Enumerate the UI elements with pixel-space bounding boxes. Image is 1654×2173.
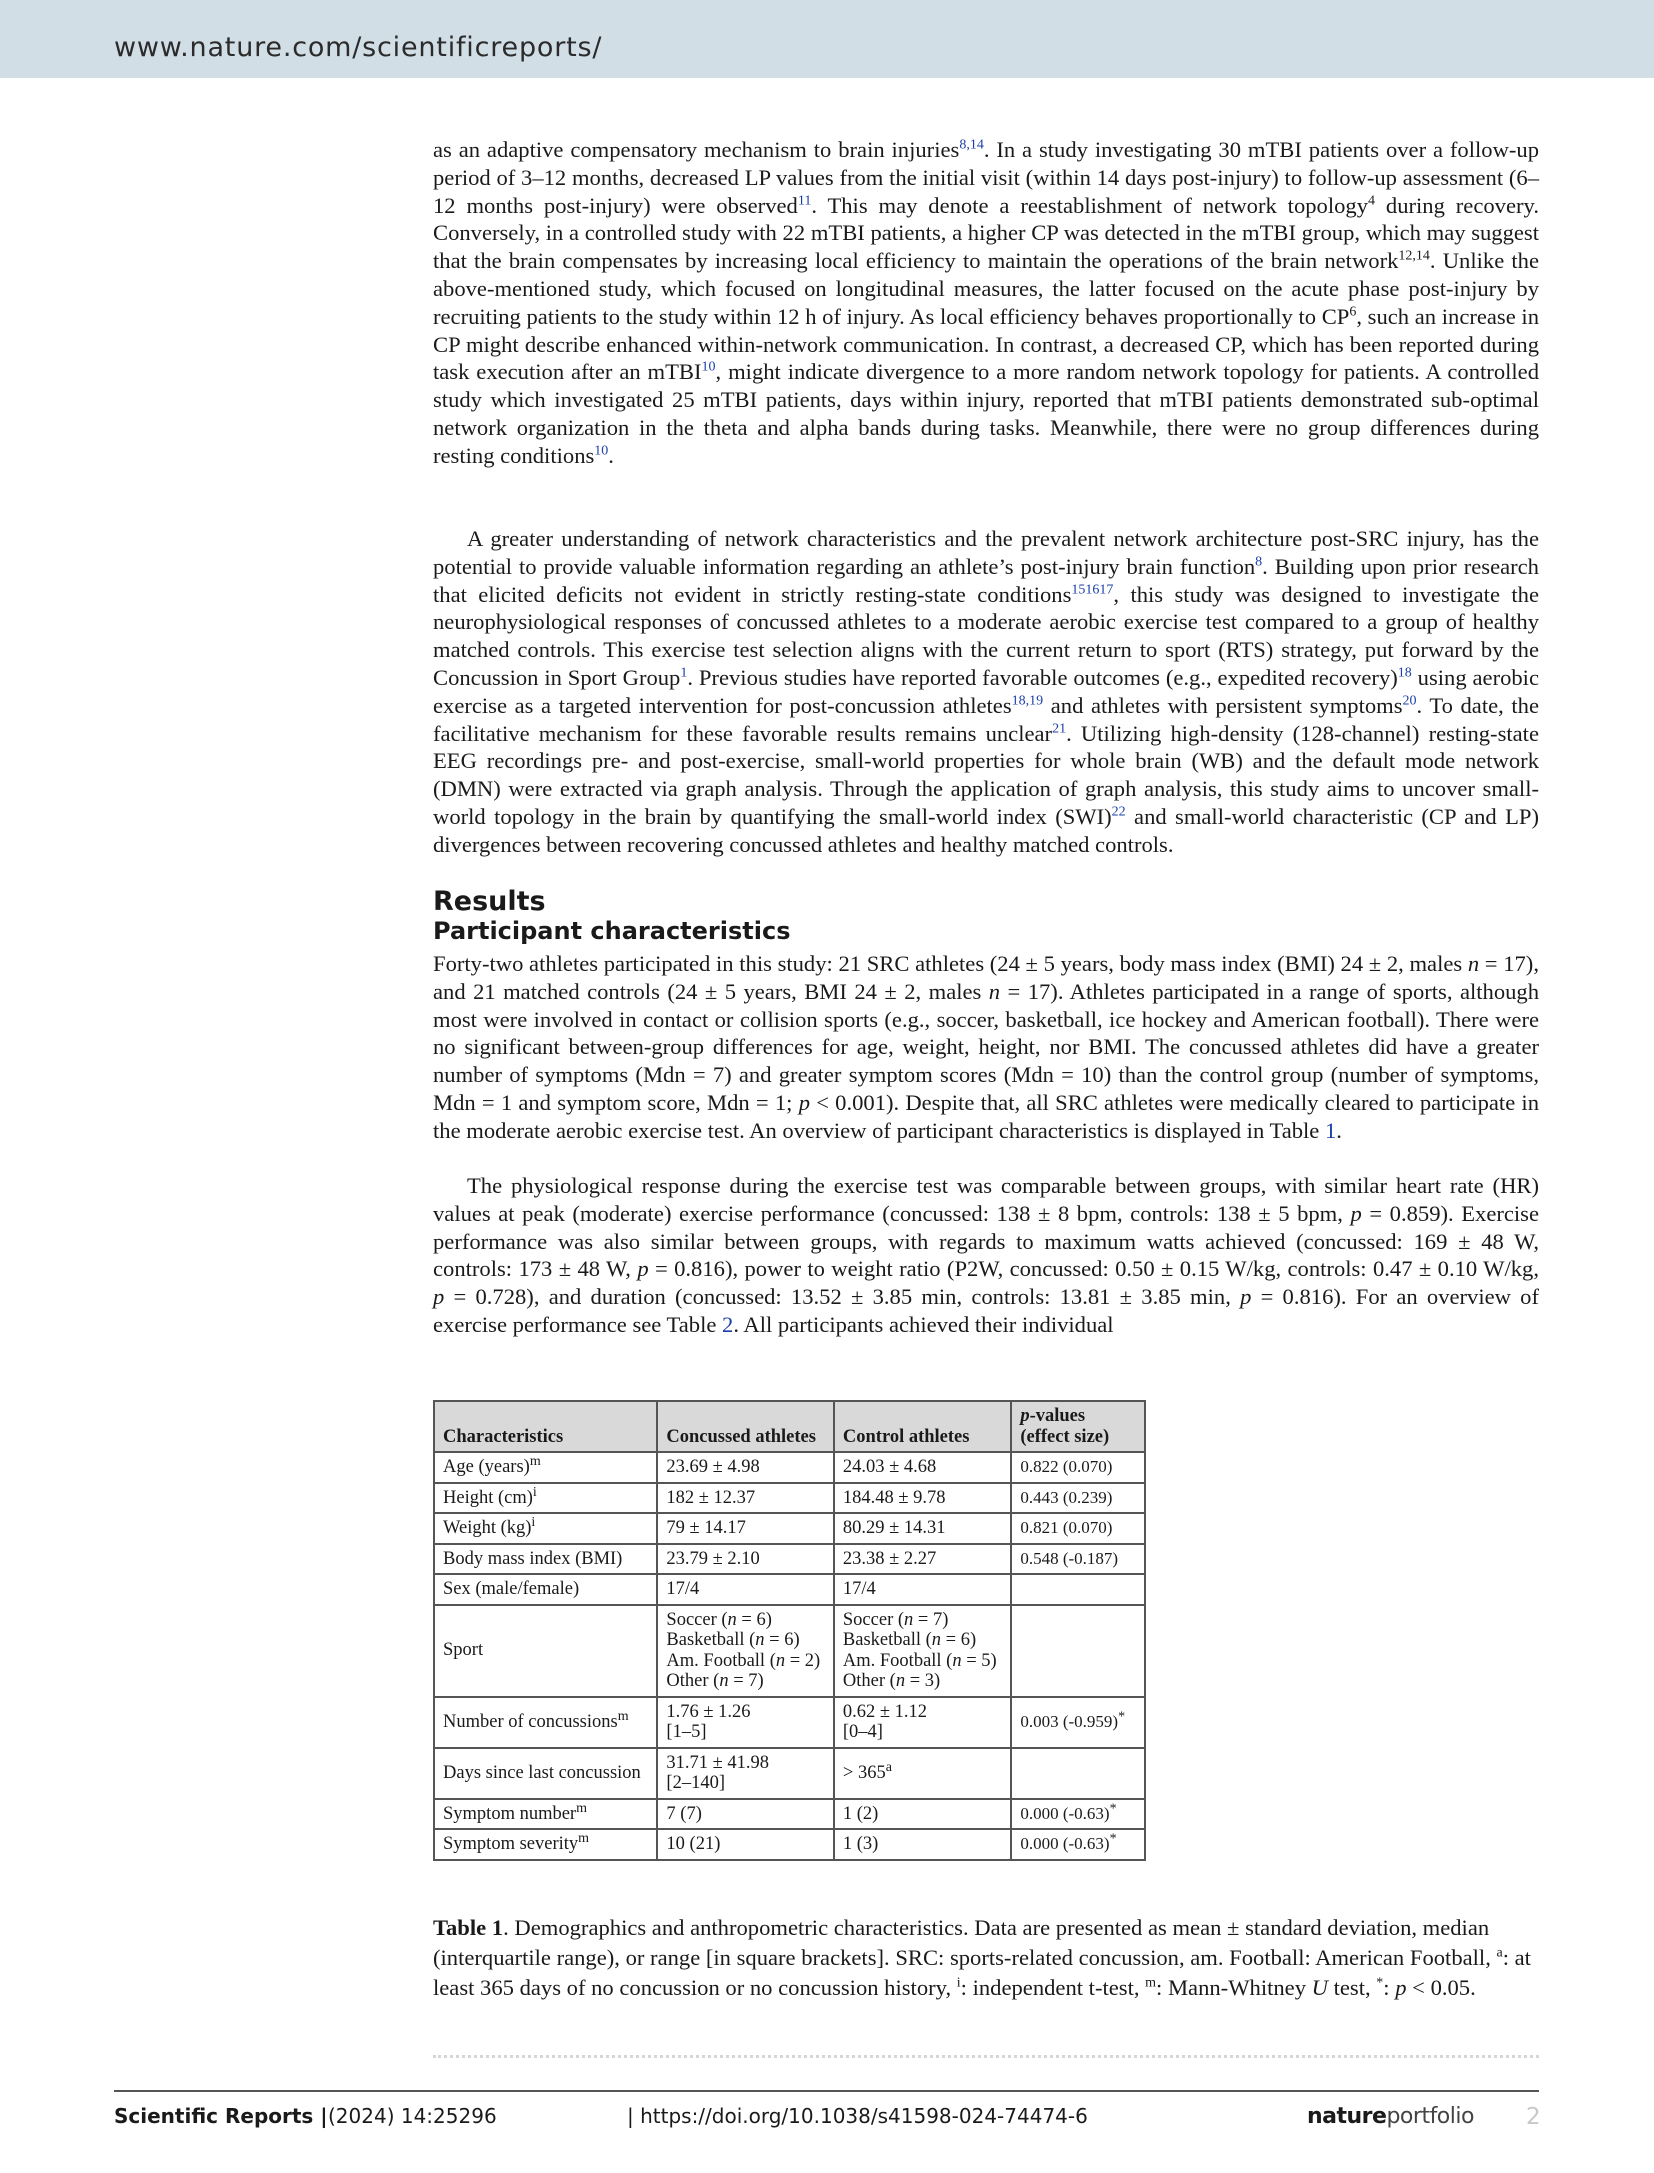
concussed-value: 1.76 ± 1.26 [1–5] <box>657 1697 833 1748</box>
footer-doi-link[interactable]: | https://doi.org/10.1038/s41598-024-74474-6 <box>627 2104 1088 2128</box>
superscript: 4 <box>1368 193 1376 209</box>
citation-ref[interactable]: 18 <box>1397 665 1412 681</box>
p-value <box>1011 1748 1145 1799</box>
concussed-value: 79 ± 14.17 <box>657 1513 833 1544</box>
subsection-heading-participants: Participant characteristics <box>433 917 791 945</box>
concussed-value: 7 (7) <box>657 1799 833 1830</box>
table-row <box>434 1697 1145 1748</box>
superscript: m <box>576 1800 587 1816</box>
control-value: 1 (2) <box>834 1799 1011 1830</box>
italic-symbol: n <box>904 1609 914 1630</box>
dotted-divider <box>433 2055 1539 2058</box>
citation-ref[interactable]: 10 <box>701 359 716 375</box>
citation-ref[interactable]: 8,14 <box>959 137 984 153</box>
row-label: Symptom number$^m$ <box>434 1799 657 1830</box>
control-value: 80.29 ± 14.31 <box>834 1513 1011 1544</box>
italic-symbol: n <box>1467 951 1480 976</box>
table-1 <box>433 1400 1146 1861</box>
section-heading-results: Results <box>433 886 546 917</box>
p-value: 0.003 (-0.959)* <box>1011 1697 1145 1748</box>
logo-nature: nature <box>1307 2104 1387 2129</box>
concussed-value: 23.69 ± 4.98 <box>657 1452 833 1483</box>
table-row <box>434 1574 1145 1605</box>
citation-ref[interactable]: 151617 <box>1071 582 1114 598</box>
citation-ref[interactable]: 18,19 <box>1011 693 1044 709</box>
citation-ref[interactable]: 22 <box>1111 804 1126 820</box>
header-effect: (effect size) <box>1020 1426 1110 1447</box>
superscript: m <box>617 1708 629 1724</box>
caption-text: . Demographics and anthropometric characteristics. Data are presented as mean ± standard deviation, median (interquartile range), or range [in square brackets]. SRC: sports-related concussion, am. Football: American Football, $^a$: at least 365 days of no concussion or no concussion history, $^i$: independent t-test, $^m$: Mann-Whitney U test, *: p < 0.05. <box>433 1915 1531 2000</box>
p-value <box>1011 1574 1145 1605</box>
superscript: m <box>529 1453 541 1469</box>
superscript: * <box>1109 1831 1117 1847</box>
table-row <box>434 1605 1145 1697</box>
table-ref-link[interactable]: 2 <box>722 1311 734 1337</box>
superscript: 12,14 <box>1398 248 1430 264</box>
control-value: Soccer (n = 7) Basketball (n = 6) Am. Football (n = 5) Other (n = 3) <box>834 1605 1011 1697</box>
italic-symbol: n <box>952 1650 962 1671</box>
row-label: Sex (male/female) <box>434 1574 657 1605</box>
superscript: 6 <box>1349 304 1357 320</box>
citation-ref[interactable]: 1 <box>680 665 688 681</box>
control-value: 24.03 ± 4.68 <box>834 1452 1011 1483</box>
body-paragraph-1: as an adaptive compensatory mechanism to brain injuries$^{8,14}$. In a study investigating 30 mTBI patients over a follow-up period of 3–12 months, decreased LP values from the initial visit (within 14 days post-injury) to follow-up assessment (6–12 months post-injury) were observed$^{11}$. This may denote a reestablishment of network topology$^4$ during recovery. Conversely, in a controlled study with 22 mTBI patients, a higher CP was detected in the mTBI group, which may suggest that the brain compensates by increasing local efficiency to maintain the operations of the brain network$^{12,14}$. Unlike the above-mentioned study, which focused on longitudinal measures, the latter focused on the acute phase post-injury by recruiting patients to the study within 12 h of injury. As local efficiency behaves proportionally to $CP^6$, such an increase in CP might describe enhanced within-network communication. In contrast, a decreased CP, which has been reported during task execution after an mTBI$^{10}$, might indicate divergence to a more random network topology for patients. A controlled study which investigated 25 mTBI patients, days within injury, reported that mTBI patients demonstrated sub-optimal network organization in the theta and alpha bands during tasks. Meanwhile, there were no group differences during resting conditions$^{10}$. <box>433 137 1540 468</box>
citation-ref[interactable]: 21 <box>1052 721 1067 737</box>
table-ref-link[interactable]: 1 <box>1325 1117 1337 1143</box>
concussed-value: 182 ± 12.37 <box>657 1483 833 1514</box>
concussed-value: 23.79 ± 2.10 <box>657 1544 833 1575</box>
header-p-italic: p <box>1020 1406 1030 1426</box>
italic-symbol: p <box>1350 1200 1362 1226</box>
italic-symbol: p <box>433 1284 445 1310</box>
italic-symbol: U <box>1311 1975 1328 2000</box>
row-label: Days since last concussion <box>434 1748 657 1799</box>
italic-symbol: n <box>727 1609 737 1630</box>
table-row <box>434 1544 1145 1575</box>
p-value: 0.821 (0.070) <box>1011 1513 1145 1544</box>
body-paragraph-4: The physiological response during the exercise test was comparable between groups, with similar heart rate (HR) values at peak (moderate) exercise performance (concussed: 138 ± 8 bpm, controls: 138 ± 5 bpm, p = 0.859). Exercise performance was also similar between groups, with regards to maximum watts achieved (concussed: 169 ± 48 W, controls: 173 ± 48 W, p = 0.816), power to weight ratio (P2W, concussed: 0.50 ± 0.15 W/kg, controls: 0.47 ± 0.10 W/kg, p = 0.728), and duration (concussed: 13.52 ± 3.85 min, controls: 13.81 ± 3.85 min, p = 0.816). For an overview of exercise performance see Table 2. All participants achieved their individual <box>433 1173 1539 1337</box>
citation-ref[interactable]: 10 <box>594 443 609 459</box>
superscript: m <box>578 1830 590 1846</box>
table-caption <box>433 1913 1539 2003</box>
p-value: 0.822 (0.070) <box>1011 1452 1145 1483</box>
header-concussed: Concussed athletes <box>657 1401 833 1452</box>
citation-ref[interactable]: 20 <box>1402 693 1417 709</box>
control-value: 184.48 ± 9.78 <box>834 1483 1011 1514</box>
header-control: Control athletes <box>834 1401 1011 1452</box>
footer-rule <box>114 2090 1539 2092</box>
superscript: * <box>1376 1975 1384 1991</box>
superscript: a <box>1496 1945 1503 1961</box>
site-url[interactable]: www.nature.com/scientificreports/ <box>114 32 603 63</box>
p-value: 0.443 (0.239) <box>1011 1483 1145 1514</box>
italic-symbol: n <box>931 1630 942 1650</box>
control-value: 23.38 ± 2.27 <box>834 1544 1011 1575</box>
logo-portfolio: portfolio <box>1386 2104 1474 2129</box>
superscript: i <box>532 1484 537 1500</box>
row-label: Body mass index (BMI) <box>434 1544 657 1575</box>
superscript: i <box>956 1975 961 1991</box>
italic-symbol: n <box>775 1650 786 1671</box>
caption-label: Table 1 <box>433 1915 504 1940</box>
page-number: 2 <box>1526 2104 1541 2130</box>
row-label: Height (cm)$^i$ <box>434 1483 657 1514</box>
concussed-value: 10 (21) <box>657 1829 833 1860</box>
citation-ref[interactable]: 11 <box>797 193 812 209</box>
footer-journal: Scientific Reports | <box>114 2104 328 2128</box>
table-body <box>434 1452 1145 1860</box>
control-value: 17/4 <box>834 1574 1011 1605</box>
italic-symbol: p <box>1395 1975 1407 2000</box>
table-row <box>434 1829 1145 1860</box>
table-row <box>434 1452 1145 1483</box>
row-label: Weight (kg)$^i$ <box>434 1513 657 1544</box>
body-paragraph-3: Forty-two athletes participated in this study: 21 SRC athletes (24 ± 5 years, body mass index (BMI) 24 ± 2, males n = 17), and 21 matched controls (24 ± 5 years, BMI 24 ± 2, males n = 17). Athletes participated in a range of sports, although most were involved in contact or collision sports (e.g., soccer, basketball, ice hockey and American football). There were no significant between-group differences for age, weight, height, nor BMI. The concussed athletes did have a greater number of symptoms (Mdn = 7) and greater symptom scores (Mdn = 10) than the control group (number of symptoms, Mdn = 1 and symptom score, Mdn = 1; p < 0.001). Despite that, all SRC athletes were medically cleared to participate in the moderate aerobic exercise test. An overview of participant characteristics is displayed in Table 1. <box>433 951 1540 1143</box>
superscript: * <box>1118 1709 1126 1725</box>
p-value: 0.548 (-0.187) <box>1011 1544 1145 1575</box>
italic-symbol: n <box>755 1630 765 1650</box>
citation-ref[interactable]: 8 <box>1255 554 1263 570</box>
concussed-value: 31.71 ± 41.98 [2–140] <box>657 1748 833 1799</box>
table-row <box>434 1513 1145 1544</box>
concussed-value: Soccer (n = 6) Basketball (n = 6) Am. Football (n = 2) Other (n = 7) <box>657 1605 833 1697</box>
row-label: Symptom severity$^m$ <box>434 1829 657 1860</box>
p-value <box>1011 1605 1145 1697</box>
table-row <box>434 1799 1145 1830</box>
italic-symbol: n <box>988 978 1001 1004</box>
italic-symbol: p <box>1240 1284 1252 1310</box>
table-row <box>434 1748 1145 1799</box>
header-pvalues <box>1011 1401 1145 1452</box>
table-header-row <box>434 1401 1145 1452</box>
superscript: m <box>1145 1975 1157 1991</box>
nature-portfolio-logo <box>1307 2104 1474 2129</box>
row-label: Sport <box>434 1605 657 1697</box>
footer-volume: (2024) 14:25296 <box>328 2104 497 2128</box>
control-value: 1 (3) <box>834 1829 1011 1860</box>
italic-symbol: n <box>895 1671 906 1691</box>
p-value: 0.000 (-0.63)* <box>1011 1829 1145 1860</box>
table-row <box>434 1483 1145 1514</box>
control-value: > $365^a$ <box>834 1748 1011 1799</box>
superscript: i <box>531 1514 536 1530</box>
header-p-rest: -values <box>1029 1406 1086 1426</box>
body-paragraph-2: A greater understanding of network characteristics and the prevalent network architecture post-SRC injury, has the potential to provide valuable information regarding an athlete’s post-injury brain function$^8$. Building upon prior research that elicited deficits not evident in strictly resting-state conditions$^{151617}$, this study was designed to investigate the neurophysiological responses of concussed athletes to a moderate aerobic exercise test compared to a group of healthy matched controls. This exercise test selection aligns with the current return to sport (RTS) strategy, put forward by the Concussion in Sport Group$^1$. Previous studies have reported favorable outcomes (e.g., expedited recovery)$^{18}$ using aerobic exercise as a targeted intervention for post-concussion athletes$^{18,19}$ and athletes with persistent symptoms$^{20}$. To date, the facilitative mechanism for these favorable results remains unclear$^{21}$. Utilizing high-density (128-channel) resting-state EEG recordings pre- and post-exercise, small-world properties for whole brain (WB) and the default mode network (DMN) were extracted via graph analysis. Through the application of graph analysis, this study aims to uncover small-world topology in the brain by quantifying the small-world index (SWI)$^{22}$ and small-world characteristic (CP and LP) divergences between recovering concussed athletes and healthy matched controls. <box>433 526 1540 857</box>
italic-symbol: p <box>637 1256 649 1282</box>
row-label: Number of concussions$^m$ <box>434 1697 657 1748</box>
p-value: 0.000 (-0.63)* <box>1011 1799 1145 1830</box>
italic-symbol: p <box>798 1089 810 1115</box>
italic-symbol: n <box>719 1671 729 1691</box>
header-characteristics: Characteristics <box>434 1401 657 1452</box>
control-value: 0.62 ± 1.12 [0–4] <box>834 1697 1011 1748</box>
superscript: * <box>1109 1800 1117 1816</box>
concussed-value: 17/4 <box>657 1574 833 1605</box>
superscript: a <box>885 1759 892 1775</box>
site-header-bar <box>0 0 1654 78</box>
row-label: Age (years)$^m$ <box>434 1452 657 1483</box>
